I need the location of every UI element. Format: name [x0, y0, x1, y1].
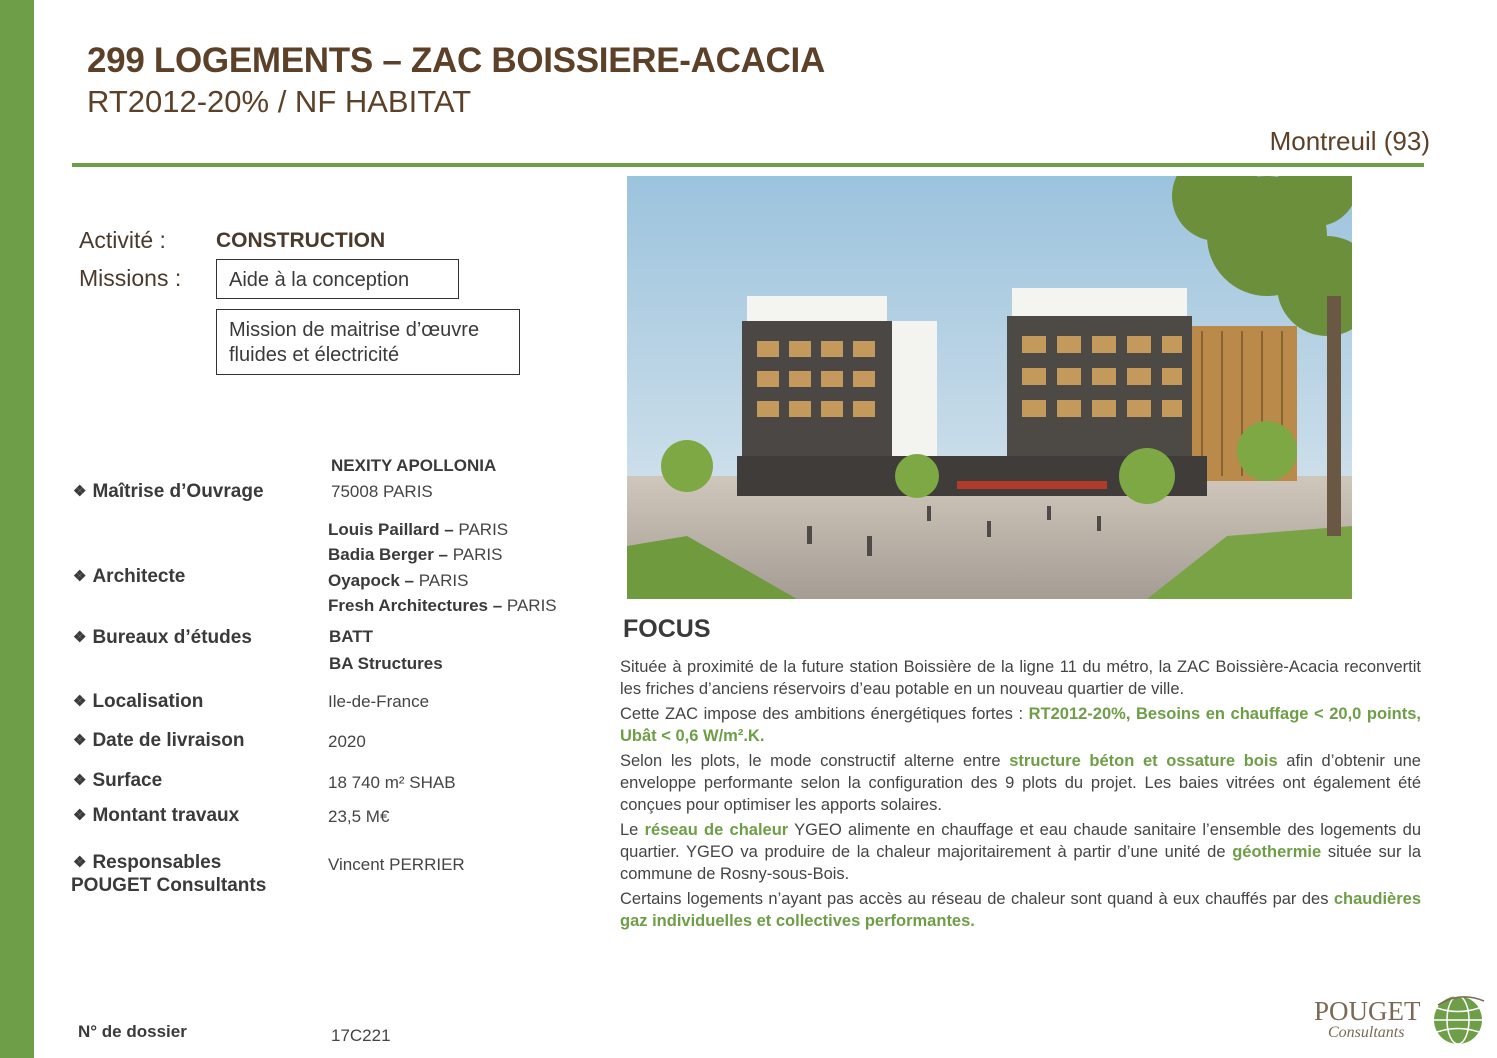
focus-paragraph-4: Le réseau de chaleur YGEO alimente en chauffage et eau chaude sanitaire l’ensemble des logements du quartier. YGEO va produire de la chaleur majoritairement à partir d’une unité de géothermie située sur la commune de Rosny-sous-Bois.: [620, 821, 1422, 883]
location-city: Montreuil (93): [1269, 126, 1430, 156]
diamond-bullet-icon: ❖: [73, 483, 87, 500]
page-subtitle: RT2012-20% / NF HABITAT: [87, 84, 472, 119]
diamond-bullet-icon: ❖: [73, 693, 87, 710]
pouget-consultants-logo: [1310, 993, 1490, 1048]
localisation-value: Ile-de-France: [328, 692, 430, 711]
header-divider: [72, 163, 1424, 167]
mission-box-1: [216, 259, 459, 299]
moa-city: 75008 PARIS: [331, 482, 433, 501]
diamond-bullet-icon: ❖: [73, 772, 87, 789]
livraison-label: ❖ Date de livraison: [73, 730, 245, 751]
dossier-label: N° de dossier: [78, 1022, 187, 1041]
mission-2-line-1: Mission de maitrise d’œuvre: [229, 319, 480, 341]
responsables-label: ❖ Responsables: [73, 852, 222, 873]
moa-label: ❖ Maîtrise d’Ouvrage: [73, 481, 264, 502]
livraison-value: 2020: [328, 732, 366, 751]
activity-value: CONSTRUCTION: [216, 229, 386, 252]
left-accent-bar: [0, 0, 34, 1058]
mission-2-line-2: fluides et électricité: [229, 344, 400, 366]
montant-label: ❖ Montant travaux: [73, 805, 240, 826]
bet-label: ❖ Bureaux d’études: [73, 627, 252, 648]
architecte-item: Oyapock – PARIS: [328, 571, 469, 590]
missions-label: Missions :: [79, 265, 182, 291]
focus-text: [620, 656, 1421, 935]
architecte-item: Fresh Architectures – PARIS: [328, 596, 557, 615]
diamond-bullet-icon: ❖: [73, 732, 87, 749]
diamond-bullet-icon: ❖: [73, 807, 87, 824]
localisation-label: ❖ Localisation: [73, 691, 204, 712]
montant-value: 23,5 M€: [328, 807, 390, 826]
architecte-item: Louis Paillard – PARIS: [328, 520, 509, 539]
diamond-bullet-icon: ❖: [73, 854, 87, 871]
moa-name: NEXITY APOLLONIA: [331, 456, 497, 475]
bet-item-2: BA Structures: [329, 654, 443, 673]
mission-1-text: Aide à la conception: [229, 269, 410, 291]
focus-paragraph-2: Cette ZAC impose des ambitions énergétiques fortes : RT2012-20%, Besoins en chauffage < 20,0 points, Ubât < 0,6 W/m².K.: [620, 705, 1421, 745]
dossier-number: 17C221: [331, 1026, 391, 1045]
svg-text:Consultants: Consultants: [1328, 1024, 1405, 1041]
focus-paragraph-3: Selon les plots, le mode constructif alterne entre structure béton et ossature bois afin d’obtenir une enveloppe performante selon la configuration des 9 plots du projet. Les baies vitrées ont également été conçues pour optimiser les apports solaires.: [620, 752, 1421, 814]
focus-paragraph-5: Certains logements n’ayant pas accès au réseau de chaleur sont quand à eux chauffés par des chaudières gaz individuelles et collectives performantes.: [620, 890, 1421, 930]
mission-box-2: [216, 309, 520, 375]
project-rendering-image: [627, 176, 1352, 599]
responsables-company: POUGET Consultants: [71, 875, 267, 896]
responsables-value: Vincent PERRIER: [328, 855, 465, 874]
architecte-label: ❖ Architecte: [73, 566, 186, 587]
activity-label: Activité :: [79, 227, 166, 253]
surface-label: ❖ Surface: [73, 770, 163, 791]
focus-paragraph-1: Située à proximité de la future station Boissière de la ligne 11 du métro, la ZAC Boissière-Acacia reconvertit les friches d’anciens réservoirs d’eau potable en un nouveau quartier de ville.: [620, 658, 1421, 698]
focus-heading: FOCUS: [623, 615, 711, 643]
architecte-item: Badia Berger – PARIS: [328, 545, 503, 564]
bet-item-1: BATT: [329, 627, 374, 646]
page-title: 299 LOGEMENTS – ZAC BOISSIERE-ACACIA: [87, 41, 825, 80]
diamond-bullet-icon: ❖: [73, 568, 87, 585]
svg-text:POUGET: POUGET: [1314, 996, 1421, 1026]
surface-value: 18 740 m² SHAB: [328, 773, 456, 792]
diamond-bullet-icon: ❖: [73, 629, 87, 646]
